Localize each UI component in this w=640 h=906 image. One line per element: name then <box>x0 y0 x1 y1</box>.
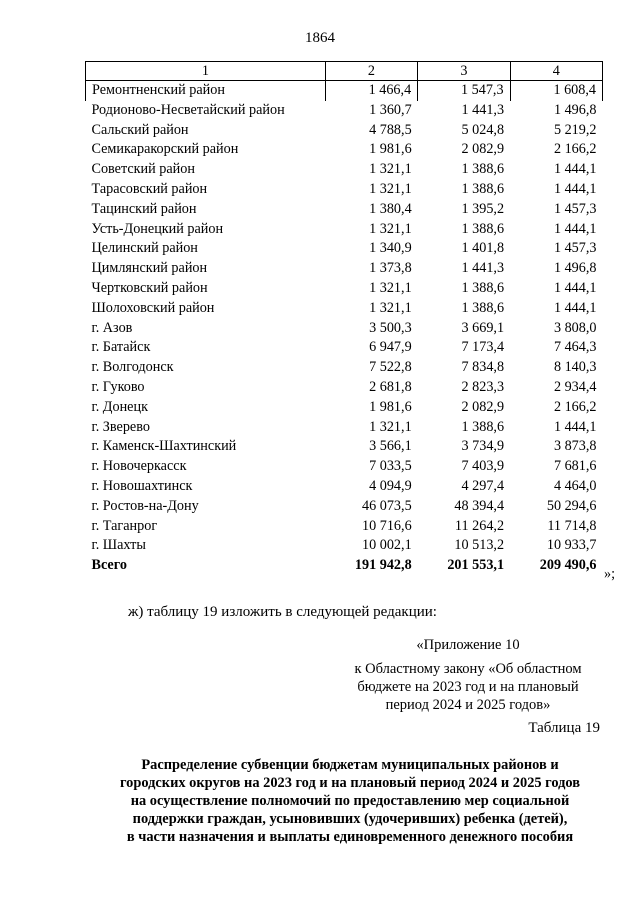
table-row <box>86 279 603 299</box>
district-name-cell: г. Азов <box>91 319 133 336</box>
value-2025-cell: 50 294,6 <box>546 497 597 514</box>
value-2024-cell: 1 388,6 <box>461 299 505 316</box>
table-row <box>86 437 603 457</box>
value-2024-cell: 1 388,6 <box>461 418 505 435</box>
column-header-3: 3 <box>418 62 510 81</box>
page-number: 1864 <box>305 30 335 46</box>
title-line: городских округов на 2023 год и на плановый период 2024 и 2025 годов <box>119 775 581 791</box>
table-body <box>86 81 603 576</box>
district-name-cell: Цимлянский район <box>91 260 208 277</box>
value-2025-cell: 7 464,3 <box>553 339 597 356</box>
value-2024-cell: 201 553,1 <box>447 557 505 574</box>
table-row <box>86 239 603 259</box>
value-2024-cell: 2 823,3 <box>461 378 505 395</box>
table-row <box>86 517 603 537</box>
district-name-cell: г. Шахты <box>91 537 146 554</box>
value-2024-cell: 1 547,3 <box>418 81 510 101</box>
table-row <box>86 319 603 339</box>
table-row <box>86 338 603 358</box>
value-2023-cell: 10 002,1 <box>362 537 412 554</box>
table-row <box>86 160 603 180</box>
district-name-cell: Сальский район <box>91 121 189 138</box>
value-2025-cell: 1 444,1 <box>553 161 597 178</box>
table-row <box>86 81 603 101</box>
table-row <box>86 457 603 477</box>
district-name-cell: г. Донецк <box>91 398 148 415</box>
value-2023-cell: 1 373,8 <box>369 260 412 277</box>
district-name-cell: Родионово-Несветайский район <box>91 101 285 118</box>
value-2025-cell: 2 166,2 <box>553 398 597 415</box>
district-name-cell: г. Волгодонск <box>91 359 174 376</box>
district-name-cell: Целинский район <box>91 240 198 257</box>
annex-line: бюджете на 2023 год и на плановый <box>357 679 579 695</box>
district-name-cell: г. Новочеркасск <box>91 458 187 475</box>
value-2023-cell: 1 340,9 <box>369 240 412 257</box>
district-name-cell: Чертковский район <box>91 279 208 296</box>
table-header-row <box>86 62 603 81</box>
value-2025-cell: 10 933,7 <box>546 537 597 554</box>
value-2024-cell: 1 395,2 <box>461 200 505 217</box>
value-2025-cell: 4 464,0 <box>553 477 597 494</box>
value-2024-cell: 5 024,8 <box>461 121 505 138</box>
value-2024-cell: 7 834,8 <box>461 359 505 376</box>
value-2024-cell: 1 441,3 <box>461 101 505 118</box>
value-2023-cell: 1 321,1 <box>369 220 412 237</box>
column-header-1: 1 <box>86 62 326 81</box>
title-line: Распределение субвенции бюджетам муниципальных районов и <box>141 757 559 773</box>
title-line: на осуществление полномочий по предоставлению мер социальной <box>130 793 570 809</box>
table-row <box>86 299 603 319</box>
district-name-cell: Усть-Донецкий район <box>91 220 224 237</box>
value-2025-cell: 7 681,6 <box>553 458 597 475</box>
value-2025-cell: 1 444,1 <box>553 180 597 197</box>
value-2024-cell: 1 388,6 <box>461 180 505 197</box>
subsidy-table <box>85 61 603 576</box>
value-2025-cell: 209 490,6 <box>539 557 597 574</box>
value-2024-cell: 2 082,9 <box>461 398 505 415</box>
value-2023-cell: 4 094,9 <box>369 477 412 494</box>
value-2025-cell: 1 496,8 <box>553 260 597 277</box>
value-2024-cell: 1 388,6 <box>461 161 505 178</box>
value-2025-cell: 1 457,3 <box>553 240 597 257</box>
district-name-cell: г. Гуково <box>91 378 145 395</box>
table-row <box>86 200 603 220</box>
value-2025-cell: 2 934,4 <box>553 378 597 395</box>
table-row <box>86 536 603 556</box>
value-2025-cell: 1 608,4 <box>510 81 602 101</box>
table-row <box>86 418 603 438</box>
value-2025-cell: 2 166,2 <box>553 141 597 158</box>
value-2023-cell: 1 380,4 <box>369 200 412 217</box>
value-2025-cell: 1 457,3 <box>553 200 597 217</box>
district-name-cell: г. Новошахтинск <box>91 477 193 494</box>
column-header-4: 4 <box>510 62 602 81</box>
district-name-cell: г. Каменск-Шахтинский <box>91 438 237 455</box>
district-name-cell: Советский район <box>91 161 195 178</box>
value-2025-cell: 1 444,1 <box>553 418 597 435</box>
document-title <box>60 756 640 846</box>
annex-line: период 2024 и 2025 годов» <box>385 697 551 713</box>
value-2024-cell: 1 388,6 <box>461 220 505 237</box>
value-2023-cell: 3 500,3 <box>369 319 412 336</box>
table-row <box>86 259 603 279</box>
district-name-cell: г. Таганрог <box>91 517 158 534</box>
value-2023-cell: 1 360,7 <box>369 101 412 118</box>
value-2023-cell: 46 073,5 <box>362 497 412 514</box>
table-row <box>86 477 603 497</box>
table-row <box>86 101 603 121</box>
table-label: Таблица 19 <box>528 720 600 736</box>
value-2024-cell: 10 513,2 <box>454 537 505 554</box>
table-row <box>86 398 603 418</box>
table-closing-quote: »; <box>604 566 616 582</box>
value-2025-cell: 1 496,8 <box>553 101 597 118</box>
value-2024-cell: 7 173,4 <box>461 339 505 356</box>
table-row <box>86 220 603 240</box>
table-row <box>86 358 603 378</box>
table-row <box>86 180 603 200</box>
district-name-cell: г. Батайск <box>91 339 151 356</box>
value-2023-cell: 1 466,4 <box>325 81 417 101</box>
table-row <box>86 140 603 160</box>
value-2024-cell: 2 082,9 <box>461 141 505 158</box>
district-name-cell: Тацинский район <box>91 200 197 217</box>
district-name-cell: Ремонтненский район <box>86 81 326 101</box>
annex-title: «Приложение 10 <box>416 637 520 653</box>
district-name-cell: Шолоховский район <box>91 299 215 316</box>
district-name-cell: Всего <box>91 557 127 574</box>
amendment-instruction: ж) таблицу 19 изложить в следующей редакции: <box>128 604 437 620</box>
value-2024-cell: 7 403,9 <box>461 458 505 475</box>
value-2024-cell: 4 297,4 <box>461 477 505 494</box>
district-name-cell: г. Зверево <box>91 418 150 435</box>
value-2023-cell: 1 321,1 <box>369 299 412 316</box>
value-2025-cell: 1 444,1 <box>553 279 597 296</box>
table-row <box>86 378 603 398</box>
value-2025-cell: 1 444,1 <box>553 299 597 316</box>
value-2025-cell: 3 808,0 <box>553 319 597 336</box>
value-2023-cell: 1 981,6 <box>369 141 412 158</box>
value-2024-cell: 3 669,1 <box>461 319 505 336</box>
district-name-cell: г. Ростов-на-Дону <box>91 497 199 514</box>
value-2023-cell: 10 716,6 <box>362 517 412 534</box>
value-2023-cell: 3 566,1 <box>369 438 412 455</box>
district-name-cell: Тарасовский район <box>91 180 208 197</box>
value-2023-cell: 4 788,5 <box>369 121 412 138</box>
table-row <box>86 497 603 517</box>
district-name-cell: Семикаракорский район <box>91 141 239 158</box>
column-header-2: 2 <box>325 62 417 81</box>
value-2024-cell: 11 264,2 <box>454 517 505 534</box>
value-2023-cell: 191 942,8 <box>354 557 412 574</box>
value-2024-cell: 1 388,6 <box>461 279 505 296</box>
value-2025-cell: 1 444,1 <box>553 220 597 237</box>
value-2025-cell: 3 873,8 <box>553 438 597 455</box>
value-2023-cell: 7 033,5 <box>369 458 412 475</box>
value-2023-cell: 7 522,8 <box>369 359 412 376</box>
value-2024-cell: 1 401,8 <box>461 240 505 257</box>
title-line: в части назначения и выплаты единовременного денежного пособия <box>126 829 574 845</box>
value-2023-cell: 1 321,1 <box>369 279 412 296</box>
annex-line: к Областному закону «Об областном <box>354 661 582 677</box>
value-2025-cell: 11 714,8 <box>547 517 597 534</box>
value-2024-cell: 3 734,9 <box>461 438 505 455</box>
value-2023-cell: 1 981,6 <box>369 398 412 415</box>
value-2025-cell: 5 219,2 <box>553 121 597 138</box>
value-2024-cell: 1 441,3 <box>461 260 505 277</box>
value-2024-cell: 48 394,4 <box>454 497 505 514</box>
value-2023-cell: 1 321,1 <box>369 418 412 435</box>
annex-header <box>340 636 596 714</box>
value-2023-cell: 2 681,8 <box>369 378 412 395</box>
table-row <box>86 121 603 141</box>
value-2023-cell: 6 947,9 <box>369 339 412 356</box>
value-2025-cell: 8 140,3 <box>553 359 597 376</box>
value-2023-cell: 1 321,1 <box>369 180 412 197</box>
value-2023-cell: 1 321,1 <box>369 161 412 178</box>
table-total-row <box>86 556 603 576</box>
title-line: поддержки граждан, усыновивших (удочеривших) ребенка (детей), <box>132 811 568 827</box>
